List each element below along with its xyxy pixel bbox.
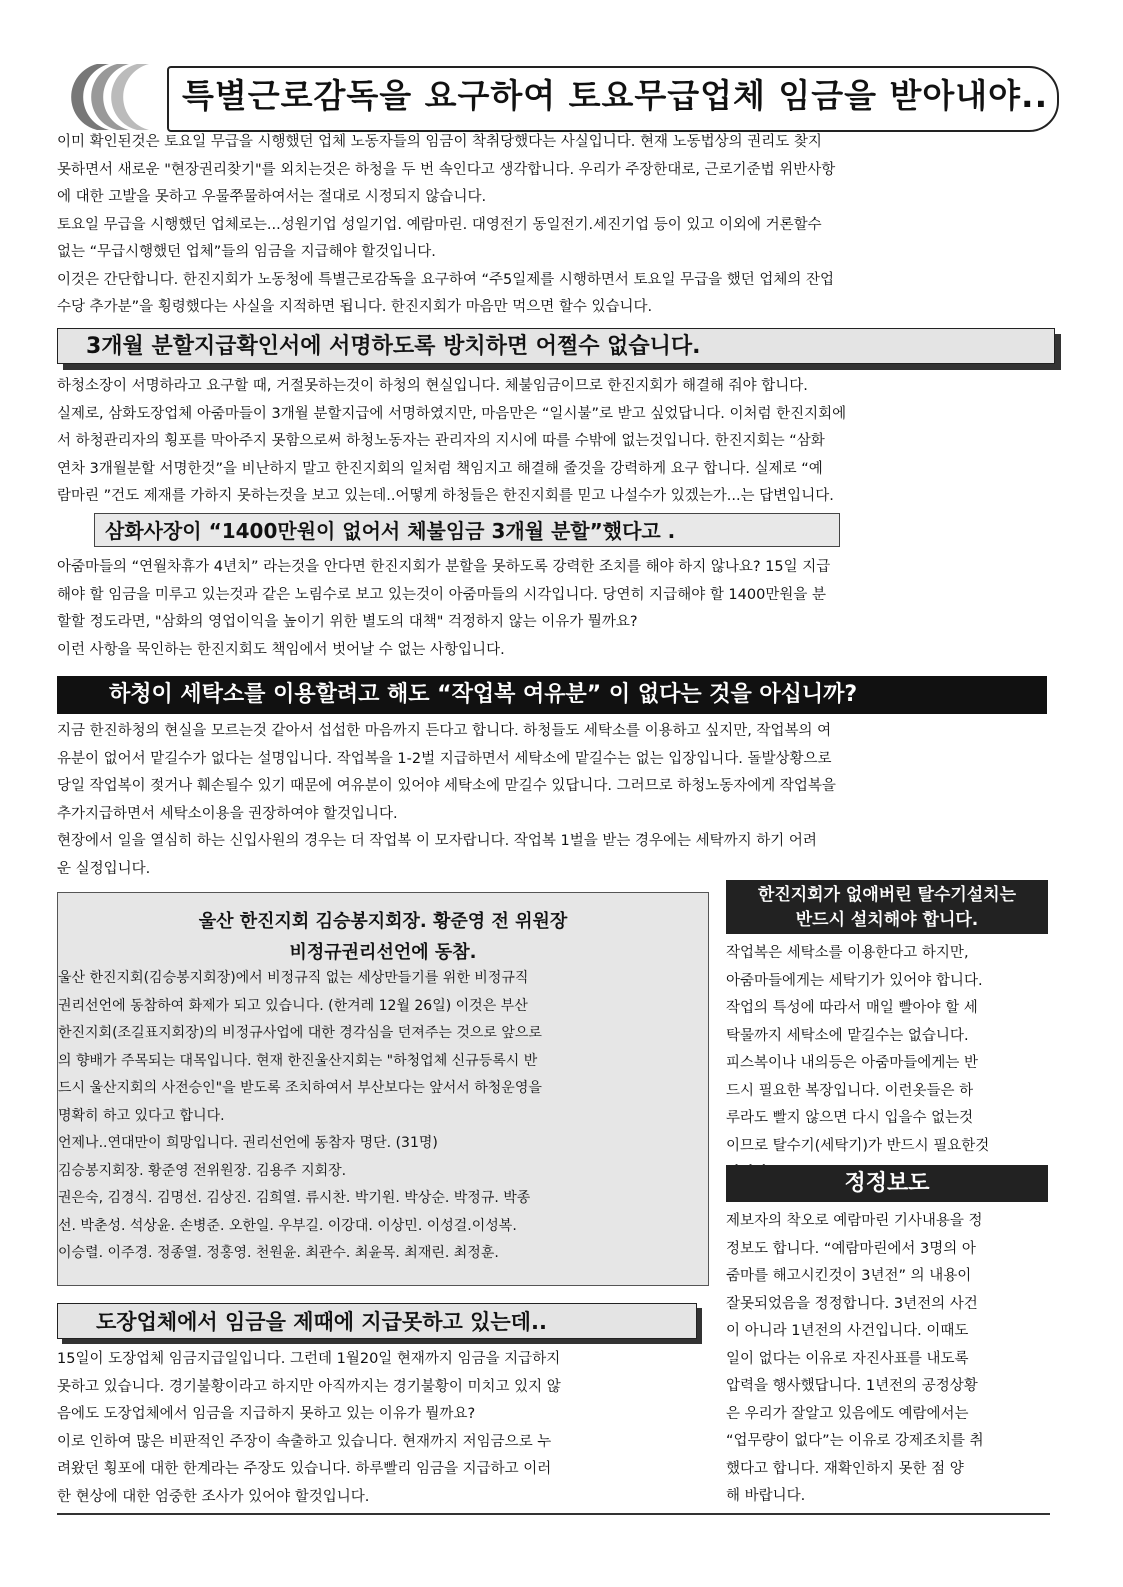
text-line: 울산 한진지회(김승봉지회장)에서 비정규직 없는 세상만들기를 위한 비정규직 (58, 970, 529, 986)
box-title: 울산 한진지회 김승봉지회장. 황준영 전 위원장 (198, 911, 568, 932)
text-line: 이 아니라 1년전의 사건입니다. 이때도 (726, 1323, 969, 1339)
text-line: 아줌마들의 “연월차휴가 4년치” 라는것을 안다면 한진지회가 분할을 못하도록 강력한 조치를 해야 하지 않나요? 15일 지급 (57, 559, 831, 575)
text-line: 드시 필요한 복장입니다. 이런옷들은 하 (726, 1082, 974, 1099)
text-line: 일이 없다는 이유로 자진사표를 내도록 (726, 1350, 969, 1367)
box-subtitle: 비정규권리선언에 동참. (289, 942, 477, 963)
text-line: 권은숙, 김경식. 김명선. 김상진. 김희열. 류시찬. 박기원. 박상순. 박정규. 박종 (58, 1190, 531, 1206)
text-line: 루라도 빨지 않으면 다시 입을수 없는것 (726, 1110, 974, 1126)
text-line: 현장에서 일을 열심히 하는 신입사원의 경우는 더 작업복 이 모자랍니다. 작업복 1벌을 받는 경우에는 세탁까지 하기 어려 (57, 833, 817, 849)
text-line: 못하고 있습니다. 경기불황이라고 하지만 아직까지는 경기불황이 미치고 있지 않 (57, 1378, 561, 1395)
text-line: 잘못되었음을 정정합니다. 3년전의 사건 (726, 1295, 978, 1312)
text-line: 이것은 간단합니다. 한진지회가 노동청에 특별근로감독을 요구하여 “주5일제를 시행하면서 토요일 무급을 했던 업체의 잔업 (57, 271, 835, 288)
text-line: 토요일 무급을 시행했던 업체로는...성원기업 성일기업. 예람마린. 대영전기 동일전기.세진기업 등이 있고 이외에 거론할수 (57, 216, 822, 233)
text-line: 권리선언에 동참하여 화제가 되고 있습니다. (한겨레 12월 26일) 이것은 부산 (58, 997, 528, 1014)
installment-paragraph (57, 373, 1055, 511)
text-line: 서 하청관리자의 횡포를 막아주지 못함으로써 하청노동자는 관리자의 지시에 따를 수밖에 없는것입니다. 한진지회는 “삼화 (57, 433, 825, 449)
text-line: 당일 작업복이 젖거나 훼손될수 있기 때문에 여유분이 있어야 세탁소에 맏길수 있답니다. 그러므로 하청노동자에게 작업복을 (57, 778, 836, 794)
text-line: 려왔던 횡포에 대한 한계라는 주장도 있습니다. 하루빨리 임금을 지급하고 이러 (57, 1461, 552, 1477)
text-line: 못하면서 새로운 "현장권리찾기"를 외치는것은 하청을 두 번 속인다고 생각합니다. 우리가 주장한대로, 근로기준법 위반사항 (57, 161, 836, 178)
text-line: 이런 사항을 묵인하는 한진지회도 책임에서 벗어날 수 없는 사항입니다. (57, 641, 505, 658)
text-line: 운 실정입니다. (57, 860, 151, 877)
intro-paragraph (57, 129, 1055, 322)
side-heading-line: 반드시 설치해야 합니다. (795, 910, 979, 930)
title-banner (57, 62, 1057, 132)
section-heading-wage-delay: 도장업체에서 임금을 제때에 지급못하고 있는데.. (57, 1303, 697, 1339)
text-line: 명확히 하고 있다고 합니다. (58, 1107, 225, 1124)
text-line: 하청소장이 서명하라고 요구할 때, 거절못하는것이 하청의 현실입니다. 체불임금이므로 한진지회가 해결해 줘야 합니다. (57, 378, 808, 394)
text-line: 유분이 없어서 맡길수가 없다는 설명입니다. 작업복을 1-2벌 지급하면서 세탁소에 맡길수는 없는 입장입니다. 돌발상황으로 (57, 750, 832, 767)
text-line: 이로 인하여 많은 비판적인 주장이 속출하고 있습니다. 현재까지 저임금으로 누 (57, 1433, 552, 1450)
text-line: 은 우리가 잘알고 있음에도 예람에서는 (726, 1405, 969, 1422)
samhwa-paragraph (57, 554, 1055, 664)
text-line: 작업복은 세탁소를 이용한다고 하지만, (726, 945, 969, 961)
text-line: 줌마를 해고시킨것이 3년전” 의 내용이 (726, 1268, 972, 1284)
text-line: 압력을 행사했답니다. 1년전의 공정상황 (726, 1378, 978, 1394)
text-line: 작업의 특성에 따라서 매일 빨아야 할 세 (726, 1000, 978, 1016)
text-line: 언제나..연대만이 희망입니다. 권리선언에 동참자 명단. (31명) (58, 1135, 438, 1151)
section-heading-samhwa: 삼화사장이 “1400만원이 없어서 체불임금 3개월 분할”했다고 . (94, 513, 840, 547)
text-line: 한진지회(조길표지회장)의 비정규사업에 대한 경각심을 던져주는 것으로 앞으로 (58, 1025, 542, 1041)
correction-paragraph (726, 1208, 1050, 1511)
text-line: “업무량이 없다”는 이유로 강제조치를 취 (726, 1433, 984, 1449)
laundry-paragraph (57, 718, 1055, 883)
section-heading-installment: 3개월 분할지급확인서에 서명하도록 방치하면 어쩔수 없습니다. (57, 328, 1055, 364)
text-line: 드시 울산지회의 사전승인"을 받도록 조치하여서 부산보다는 앞서서 하청운영을 (58, 1080, 542, 1096)
text-line: 탁물까지 세탁소에 맡길수는 없습니다. (726, 1027, 969, 1044)
text-line: 의 향배가 주목되는 대목입니다. 현재 한진울산지회는 "하청업체 신규등록시 반 (58, 1052, 538, 1069)
text-line: 이므로 탈수기(세탁기)가 반드시 필요한것 (726, 1137, 990, 1154)
wage-delay-paragraph (57, 1346, 703, 1511)
text-line: 지금 한진하청의 현실을 모르는것 같아서 섭섭한 마음까지 든다고 합니다. 하청들도 세탁소를 이용하고 싶지만, 작업복의 여 (57, 723, 832, 739)
text-line: 김승봉지회장. 황준영 전위원장. 김용주 지회장. (58, 1162, 347, 1179)
text-line: 정보도 합니다. “예람마린에서 3명의 아 (726, 1240, 976, 1257)
text-line: 수당 추가분”을 횡령했다는 사실을 지적하면 됩니다. 한진지회가 마음만 먹으면 할수 있습니다. (57, 299, 653, 315)
ulsan-declaration-box (57, 892, 709, 1286)
dehydrator-paragraph (726, 940, 1050, 1188)
side-heading-correction: 정정보도 (726, 1165, 1048, 1202)
text-line: 피스복이나 내의등은 아줌마들에게는 반 (726, 1055, 978, 1071)
box-body (58, 965, 704, 1268)
text-line: 아줌마들에게는 세탁기가 있어야 합니다. (726, 972, 983, 989)
text-line: 실제로, 삼화도장업체 아줌마들이 3개월 분할지급에 서명하였지만, 마음만은 “일시불”로 받고 싶었답니다. 이처럼 한진지회에 (57, 405, 847, 422)
text-line: 해야 할 임금을 미루고 있는것과 같은 노림수로 보고 있는것이 아줌마들의 시각입니다. 당연히 지급해야 할 1400만원을 분 (57, 586, 826, 603)
text-line: 음에도 도장업체에서 임금을 지급하지 못하고 있는 이유가 뭘까요? (57, 1406, 476, 1422)
text-line: 이미 확인된것은 토요일 무급을 시행했던 업체 노동자들의 임금이 착취당했다는 사실입니다. 현재 노동법상의 권리도 찾지 (57, 134, 822, 150)
text-line: 람마린 ”건도 제재를 가하지 못하는것을 보고 있는데..어떻게 하청들은 한진지회를 믿고 나설수가 있겠는가...는 답변입니다. (57, 488, 834, 504)
side-heading-line: 한진지회가 없애버린 탈수기설치는 (757, 885, 1017, 905)
text-line: 15일이 도장업체 임금지급일입니다. 그런데 1월20일 현재까지 임금을 지급하지 (57, 1351, 561, 1367)
text-line: 연차 3개월분할 서명한것”을 비난하지 말고 한진지회의 일처럼 책임지고 해결해 줄것을 강력하게 요구 합니다. 실제로 “예 (57, 460, 823, 477)
side-heading-dehydrator (726, 880, 1048, 934)
page-title: 특별근로감독을 요구하여 토요무급업체 임금을 받아내야.. (182, 76, 1049, 115)
text-line: 해 바랍니다. (726, 1488, 806, 1504)
text-line: 추가지급하면서 세탁소이용을 권장하여야 할것입니다. (57, 805, 398, 822)
text-line: 없는 “무급시행했던 업체”들의 임금을 지급해야 할것입니다. (57, 244, 436, 260)
text-line: 에 대한 고발을 못하고 우물쭈물하여서는 절대로 시정되지 않습니다. (57, 189, 487, 205)
text-line: 이승렬. 이주경. 정종열. 정홍영. 천원윤. 최관수. 최윤목. 최재린. 최정훈. (58, 1245, 499, 1261)
text-line: 선. 박춘성. 석상윤. 손병준. 오한일. 우부길. 이강대. 이상민. 이성걸.이성복. (58, 1217, 517, 1234)
text-line: 한 현상에 대한 엄중한 조사가 있어야 할것입니다. (57, 1488, 370, 1505)
section-heading-laundry: 하청이 세탁소를 이용할려고 해도 “작업복 여유분” 이 없다는 것을 아십니까? (57, 676, 1047, 714)
text-line: 제보자의 착오로 예람마린 기사내용을 정 (726, 1213, 983, 1229)
title-arc-ornament (57, 62, 177, 132)
bottom-divider (57, 1513, 1050, 1515)
text-line: 할할 정도라면, "삼화의 영업이익을 높이기 위한 별도의 대책" 걱정하지 않는 이유가 뭘까요? (57, 614, 638, 630)
text-line: 했다고 합니다. 재확인하지 못한 점 양 (726, 1460, 964, 1477)
